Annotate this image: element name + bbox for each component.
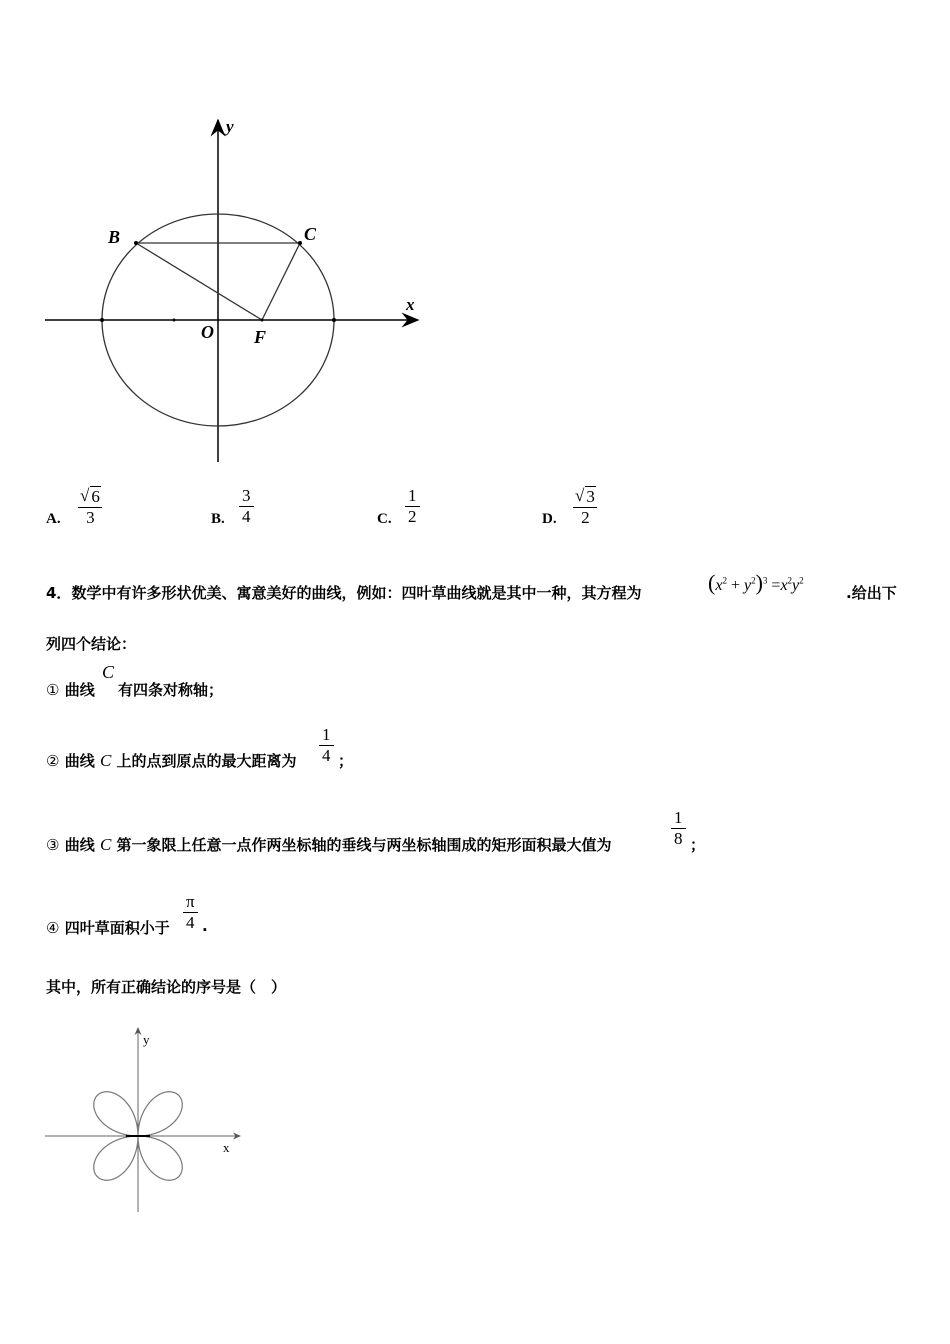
- segment-CF: [262, 243, 300, 320]
- statement-3-pre: 曲线: [64, 836, 95, 854]
- label-C: C: [304, 224, 317, 244]
- statement-1-mark: ①: [46, 681, 60, 699]
- point-right-intersection: [332, 318, 336, 322]
- option-d-letter: D.: [542, 511, 557, 527]
- statement-1: [46, 679, 95, 700]
- option-a-numerator: √ 6: [80, 486, 100, 506]
- statement-4-end: .: [202, 917, 208, 935]
- statement-2-post: 上的点到原点的最大距离为: [116, 752, 297, 770]
- label-B: B: [108, 227, 121, 247]
- label-y: y: [226, 117, 234, 136]
- option-b-letter: B.: [211, 511, 225, 527]
- point-B: [134, 241, 138, 245]
- q4-equation: $(x^2 + y^2)^3 =x^2y^2$: [708, 570, 804, 595]
- statement-3-mark: ③: [46, 836, 60, 854]
- statement-2: [46, 750, 297, 771]
- point-C: [298, 241, 302, 245]
- clover-label-x: x: [223, 1140, 230, 1155]
- point-left-intersection: [100, 318, 104, 322]
- option-b-numerator: 3: [242, 486, 251, 505]
- label-x: x: [406, 295, 415, 314]
- statement-1-post: 有四条对称轴；: [118, 681, 224, 699]
- option-c-letter: C.: [377, 511, 392, 527]
- statement-3-var: C: [99, 835, 112, 854]
- circle-figure: [40, 112, 430, 472]
- option-a-denominator: 3: [78, 507, 102, 528]
- statement-2-end: ；: [338, 752, 354, 770]
- statement-1-pre: 曲线: [64, 681, 95, 699]
- q4-line2: 列四个结论：: [46, 635, 137, 653]
- statement-2-pre: 曲线: [64, 752, 95, 770]
- statement-4-mark: ④: [46, 919, 60, 937]
- statement-3-end: ；: [690, 836, 706, 854]
- label-F: F: [254, 327, 267, 347]
- statement-3: [46, 834, 612, 855]
- option-c-denominator: 2: [405, 506, 420, 527]
- option-a-fraction: [77, 486, 104, 528]
- statement-4-pre: 四叶草面积小于: [64, 919, 170, 937]
- option-a-letter: A.: [46, 511, 61, 527]
- point-F: [261, 319, 264, 322]
- clover-label-y: y: [143, 1032, 150, 1047]
- q4-intro-end: .给出下: [846, 584, 897, 602]
- option-d-numerator: √ 3: [575, 486, 595, 506]
- q4-question: 其中，所有正确结论的序号是（ ）: [46, 978, 287, 996]
- statement-3-post: 第一象限上任意一点作两坐标轴的垂线与两坐标轴围成的矩形面积最大值为: [116, 836, 612, 854]
- point-left-focus: [173, 319, 176, 322]
- label-O: O: [201, 322, 214, 342]
- option-d-fraction: [572, 486, 599, 528]
- q4-line1: [46, 582, 641, 603]
- statement-1-var: C: [102, 662, 115, 682]
- option-c-fraction: [405, 486, 420, 527]
- q4-intro: 数学中有许多形状优美、寓意美好的曲线，例如：四叶草曲线就是其中一种，其方程为: [71, 584, 642, 602]
- option-b-denominator: 4: [239, 506, 254, 527]
- clover-figure: [40, 1022, 250, 1217]
- option-b-fraction: [239, 486, 254, 527]
- statement-2-mark: ②: [46, 752, 60, 770]
- option-d-denominator: 2: [573, 507, 597, 528]
- statement-2-fraction: $\frac{1}{4}$: [319, 725, 334, 766]
- statement-4-fraction: $\frac{\pi}{4}$: [183, 892, 198, 933]
- q4-number: 4．: [46, 584, 72, 602]
- statement-4: [46, 917, 170, 938]
- statement-2-var: C: [99, 751, 112, 770]
- option-c-numerator: 1: [408, 486, 417, 505]
- statement-3-fraction: $\frac{1}{8}$: [671, 808, 686, 849]
- segment-BF: [136, 243, 262, 320]
